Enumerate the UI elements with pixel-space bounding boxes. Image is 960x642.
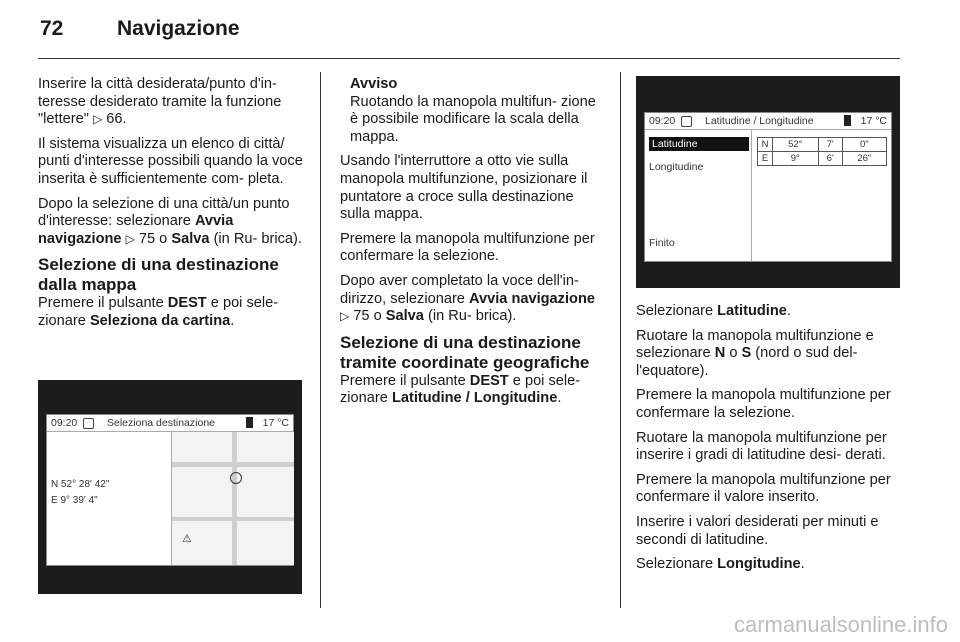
option-done[interactable]: Finito [649, 237, 675, 249]
clock-icon [681, 116, 692, 127]
column-divider-1 [320, 72, 321, 608]
clock-time: 09:20 [649, 115, 676, 127]
paragraph: Ruotare la manopola multifunzione per inserire i gradi di latitudine desi- derati. [636, 429, 887, 464]
arrow-icon: ▷ [340, 309, 350, 324]
paragraph: Inserire la città desiderata/punto d'in- teresse desiderato tramite la funzione "lettere" ▷ 66. [38, 76, 282, 128]
paragraph: Usando l'interruttore a otto vie sulla manopola multifunzione, posizionare il puntatore a croce sulla destinazione sulla mappa. [340, 153, 588, 223]
display-screen [644, 112, 892, 262]
paragraph: Dopo aver completato la voce dell'in- dirizzo, selezionare Avvia navigazione ▷ 75 o Salva (in Ru- brica). [340, 272, 595, 325]
temperature: 17 °C [860, 115, 887, 127]
paragraph: Selezionare Longitudine. [636, 556, 805, 573]
status-bar [47, 415, 293, 432]
seconds-cell[interactable]: 0" [842, 138, 886, 152]
clock-icon [83, 418, 94, 429]
clock-time: 09:20 [51, 417, 78, 429]
option-longitude[interactable]: Longitudine [649, 161, 704, 173]
paragraph: Dopo la selezione di una città/un punto d'interesse: selezionare Avvia navigazione ▷ 75 o Salva (in Ru- brica). [38, 195, 302, 247]
arrow-icon: ▷ [92, 112, 103, 127]
panel-divider [751, 130, 752, 261]
display-screen [46, 414, 294, 566]
arrow-icon: ▷ [125, 231, 135, 246]
subsection-heading: Selezione di una destinazione tramite coordinate geografiche [340, 332, 590, 372]
notice-label: Avviso [350, 76, 398, 92]
coordinates-table [757, 137, 887, 166]
phone-icon [246, 417, 253, 428]
minutes-cell[interactable]: 6' [818, 152, 842, 166]
header-divider [38, 58, 900, 59]
column-1 [38, 76, 306, 339]
option-latitude[interactable]: Latitudine [649, 137, 749, 151]
paragraph: Premere il pulsante DEST e poi sele- zionare Latitudine / Longitudine. [340, 372, 581, 407]
column-3 [636, 303, 902, 581]
paragraph: Il sistema visualizza un elenco di città/ punti d'interesse possibili quando la voce inserita è sufficientemente com- pleta. [38, 135, 303, 187]
paragraph: Premere il pulsante DEST e poi sele- zionare Seleziona da cartina. [38, 295, 279, 329]
coordinates-screen-figure [636, 76, 900, 288]
screen-title: Latitudine / Longitudine [705, 115, 814, 127]
subsection-heading: Selezione di una destinazione dalla mappa [38, 255, 279, 295]
table-row [758, 138, 887, 152]
coordinate-north: N 52° 28' 42" [51, 479, 110, 490]
hemisphere-cell[interactable]: E [758, 152, 773, 166]
crosshair-icon [230, 472, 242, 484]
paragraph: Inserire i valori desiderati per minuti e secondi di latitudine. [636, 513, 879, 548]
paragraph: Premere la manopola multifunzione per confermare la selezione. [340, 230, 595, 265]
paragraph: Selezionare Latitudine. [636, 303, 791, 319]
paragraph: Ruotare la manopola multifunzione e selezionare N o S (nord o sud del- l'equatore). [636, 327, 874, 379]
temperature: 17 °C [262, 417, 289, 429]
degrees-cell[interactable]: 9° [773, 152, 819, 166]
hemisphere-cell[interactable]: N [758, 138, 773, 152]
coordinate-east: E 9° 39' 4" [51, 495, 98, 506]
map-road [232, 432, 237, 565]
notice-text: Ruotando la manopola multifun- zione è possibile modificare la scala della mappa. [350, 93, 596, 145]
map-road [172, 517, 294, 521]
paragraph: Premere la manopola multifunzione per confermare il valore inserito. [636, 471, 891, 506]
page-header [0, 0, 960, 58]
warning-icon: ⚠ [182, 533, 192, 545]
page-number: 72 [40, 17, 64, 40]
notice-box [340, 76, 606, 146]
degrees-cell[interactable]: 52° [773, 138, 819, 152]
paragraph: Premere la manopola multifunzione per confermare la selezione. [636, 387, 891, 421]
minutes-cell[interactable]: 7' [818, 138, 842, 152]
map-screen-figure [38, 380, 302, 594]
map-view[interactable] [171, 432, 294, 565]
column-divider-2 [620, 72, 621, 608]
column-2 [340, 76, 606, 416]
table-row [758, 152, 887, 166]
screen-title: Seleziona destinazione [107, 417, 215, 429]
phone-icon [844, 115, 851, 126]
seconds-cell[interactable]: 26" [842, 152, 886, 166]
watermark: carmanualsonline.info [733, 612, 948, 637]
section-title: Navigazione [117, 17, 240, 40]
status-bar [645, 113, 891, 130]
